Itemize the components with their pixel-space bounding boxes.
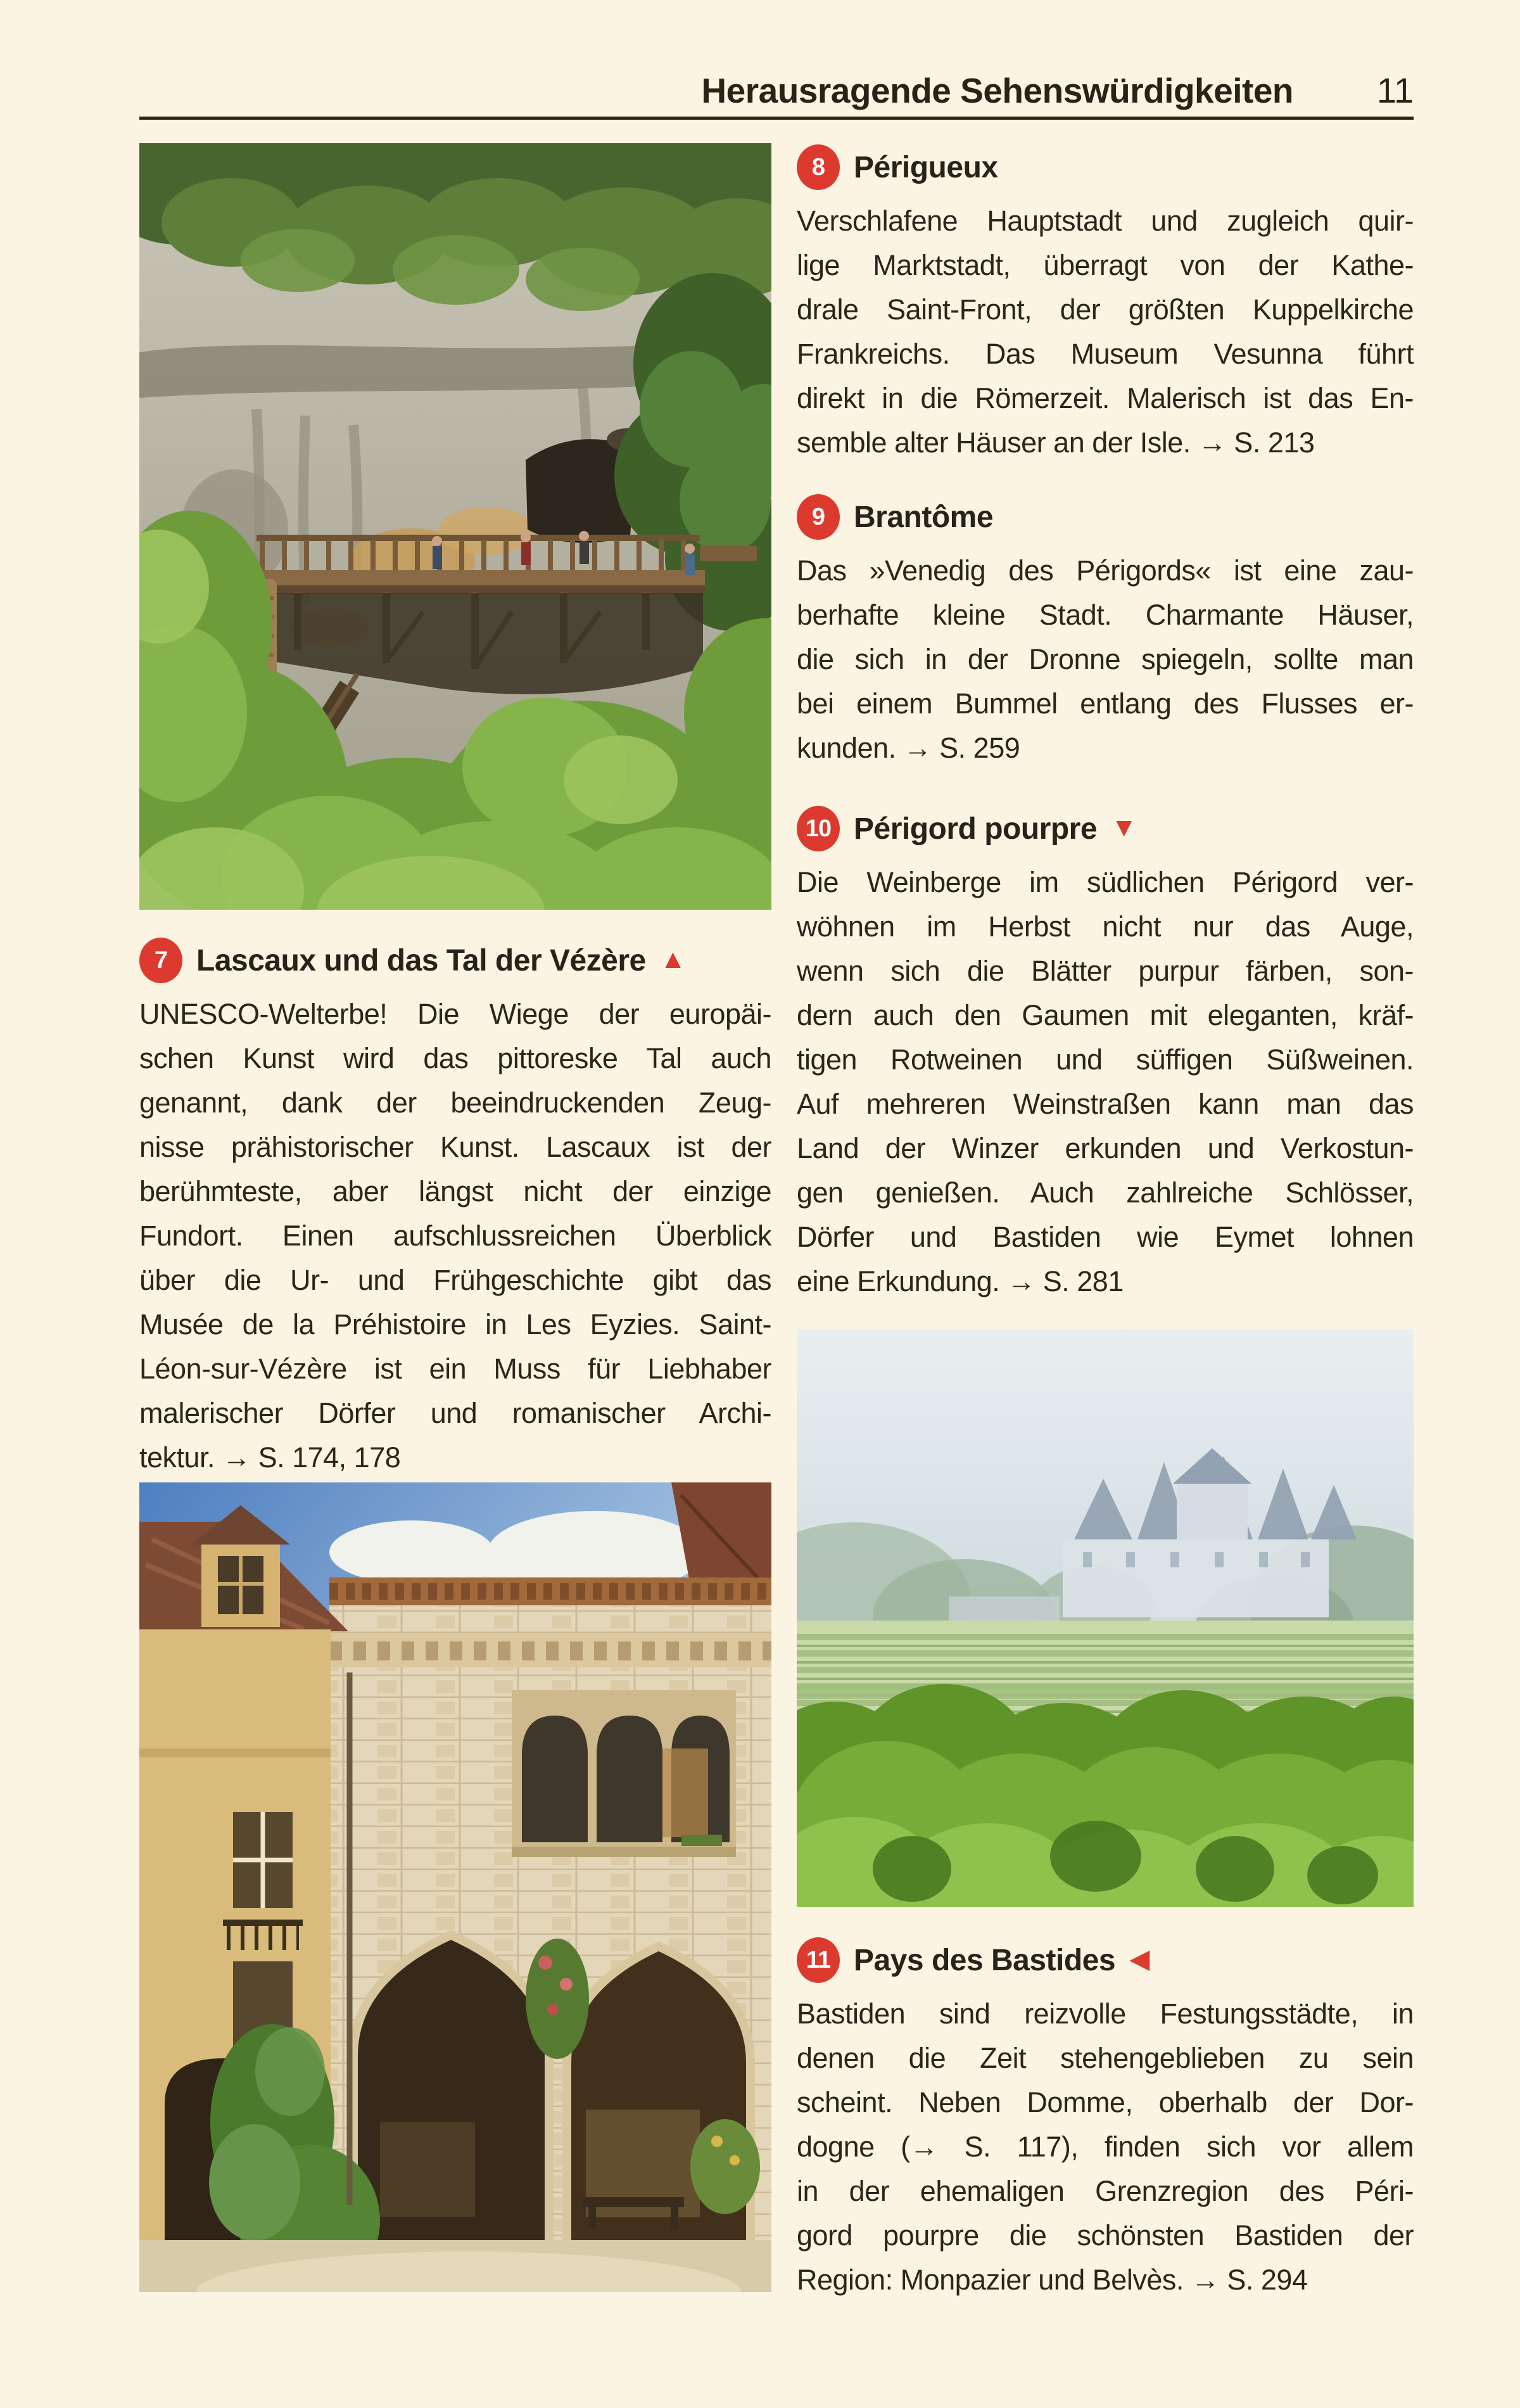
main-building — [329, 1577, 771, 2240]
text-line: Verschlafene Hauptstadt und zugleich quir- — [797, 205, 1414, 237]
section-text — [797, 1992, 1414, 2302]
section-heading — [139, 938, 771, 983]
text-line: denen die Zeit stehengeblieben zu sein — [797, 2042, 1414, 2074]
text-line: berhafte kleine Stadt. Charmante Häuser, — [797, 599, 1414, 631]
text-line: die sich in der Dronne spiegeln, sollte man — [797, 643, 1414, 675]
section-title: Pays des Bastides — [854, 1943, 1116, 1977]
text-line: Léon-sur-Vézère ist ein Muss für Liebhaber — [139, 1353, 771, 1385]
section-text — [139, 992, 771, 1480]
section-pays-des-bastides — [797, 1937, 1414, 2302]
section-title: Périgueux — [854, 150, 998, 184]
foreground-vines — [797, 1684, 1414, 1907]
section-number-badge: 11 — [797, 1937, 840, 1983]
section-heading — [797, 1937, 1414, 1983]
section-number-badge: 8 — [797, 144, 840, 190]
text-line: kunden. → S. 259 — [797, 732, 1020, 764]
text-line: semble alter Häuser an der Isle. → S. 213 — [797, 426, 1315, 459]
section-heading — [797, 144, 1414, 190]
text-line: dogne (→ S. 117), finden sich vor allem — [797, 2131, 1414, 2163]
section-perigord-pourpre — [797, 806, 1414, 1304]
page-title: Herausragende Sehenswürdigkeiten — [701, 71, 1293, 110]
ground — [139, 2240, 771, 2292]
text-line: gen genießen. Auch zahlreiche Schlösser, — [797, 1176, 1414, 1209]
section-number-badge: 7 — [139, 938, 182, 983]
section-title: Périgord pourpre — [854, 812, 1098, 846]
section-brantome — [797, 494, 1414, 770]
text-line: lige Marktstadt, überragt von der Kathe- — [797, 249, 1414, 281]
section-number-badge: 9 — [797, 494, 840, 540]
text-line: über die Ur- und Frühgeschichte gibt das — [139, 1264, 771, 1296]
text-line: genannt, dank der beeindruckenden Zeug- — [139, 1086, 771, 1119]
text-line: drale Saint-Front, der größten Kuppelkirche — [797, 293, 1414, 326]
text-line: tektur. → S. 174, 178 — [139, 1441, 401, 1474]
text-line: eine Erkundung. → S. 281 — [797, 1265, 1124, 1297]
text-line: dern auch den Gaumen mit eleganten, kräf- — [797, 999, 1414, 1031]
text-line: malerischer Dörfer und romanischer Archi- — [139, 1397, 771, 1429]
page-number: 11 — [1376, 70, 1414, 110]
section-text — [797, 860, 1414, 1304]
text-line: Dörfer und Bastiden wie Eymet lohnen — [797, 1221, 1414, 1253]
text-line: Frankreichs. Das Museum Vesunna führt — [797, 338, 1414, 370]
text-line: scheint. Neben Domme, oberhalb der Dor- — [797, 2086, 1414, 2118]
page-header — [139, 70, 1414, 111]
text-line: Auf mehreren Weinstraßen kann man das — [797, 1088, 1414, 1120]
text-line: nisse prähistorischer Kunst. Lascaux ist der — [139, 1131, 771, 1163]
arrow-up-icon: ▲ — [659, 944, 687, 974]
section-heading — [797, 494, 1414, 540]
section-title: Lascaux und das Tal der Vézère — [196, 943, 646, 978]
section-lascaux — [139, 938, 771, 1480]
text-line: gord pourpre die schönsten Bastiden der — [797, 2219, 1414, 2252]
photo-bastide-square — [139, 1482, 771, 2292]
text-line: bei einem Bummel entlang des Flusses er- — [797, 687, 1414, 720]
rose-bush — [526, 1939, 589, 2059]
section-text — [797, 549, 1414, 770]
photo-vineyard-chateau — [797, 1329, 1414, 1907]
arrow-left-icon: ◀ — [1129, 1944, 1150, 1973]
section-perigueux — [797, 144, 1414, 465]
text-line: Die Weinberge im südlichen Périgord ver- — [797, 866, 1414, 898]
text-line: direkt in die Römerzeit. Malerisch ist das En- — [797, 382, 1414, 414]
text-line: schen Kunst wird das pittoreske Tal auch — [139, 1042, 771, 1074]
text-line: tigen Rotweinen und süffigen Süßweinen. — [797, 1043, 1414, 1076]
text-line: Musée de la Préhistoire in Les Eyzies. Saint- — [139, 1308, 771, 1341]
text-line: in der ehemaligen Grenzregion des Péri- — [797, 2175, 1414, 2207]
text-line: berühmteste, aber längst nicht der einzige — [139, 1175, 771, 1207]
text-line: UNESCO-Welterbe! Die Wiege der europäi- — [139, 998, 771, 1030]
text-line: Region: Monpazier und Belvès. → S. 294 — [797, 2264, 1308, 2296]
gothic-window — [512, 1690, 736, 1857]
photo-cliff-dwellings — [139, 143, 771, 910]
section-heading — [797, 806, 1414, 851]
section-text — [797, 199, 1414, 465]
text-line: wöhnen im Herbst nicht nur das Auge, — [797, 910, 1414, 943]
text-line: Bastiden sind reizvolle Festungsstädte, in — [797, 1997, 1414, 2030]
header-rule — [139, 117, 1414, 120]
section-title: Brantôme — [854, 500, 994, 534]
text-line: Das »Venedig des Périgords« ist eine zau- — [797, 554, 1414, 587]
text-line: Land der Winzer erkunden und Verkostun- — [797, 1132, 1414, 1164]
section-number-badge: 10 — [797, 806, 840, 851]
text-line: Fundort. Einen aufschlussreichen Überblick — [139, 1220, 771, 1252]
arrow-down-icon: ▼ — [1111, 812, 1137, 842]
text-line: wenn sich die Blätter purpur färben, son- — [797, 955, 1414, 987]
